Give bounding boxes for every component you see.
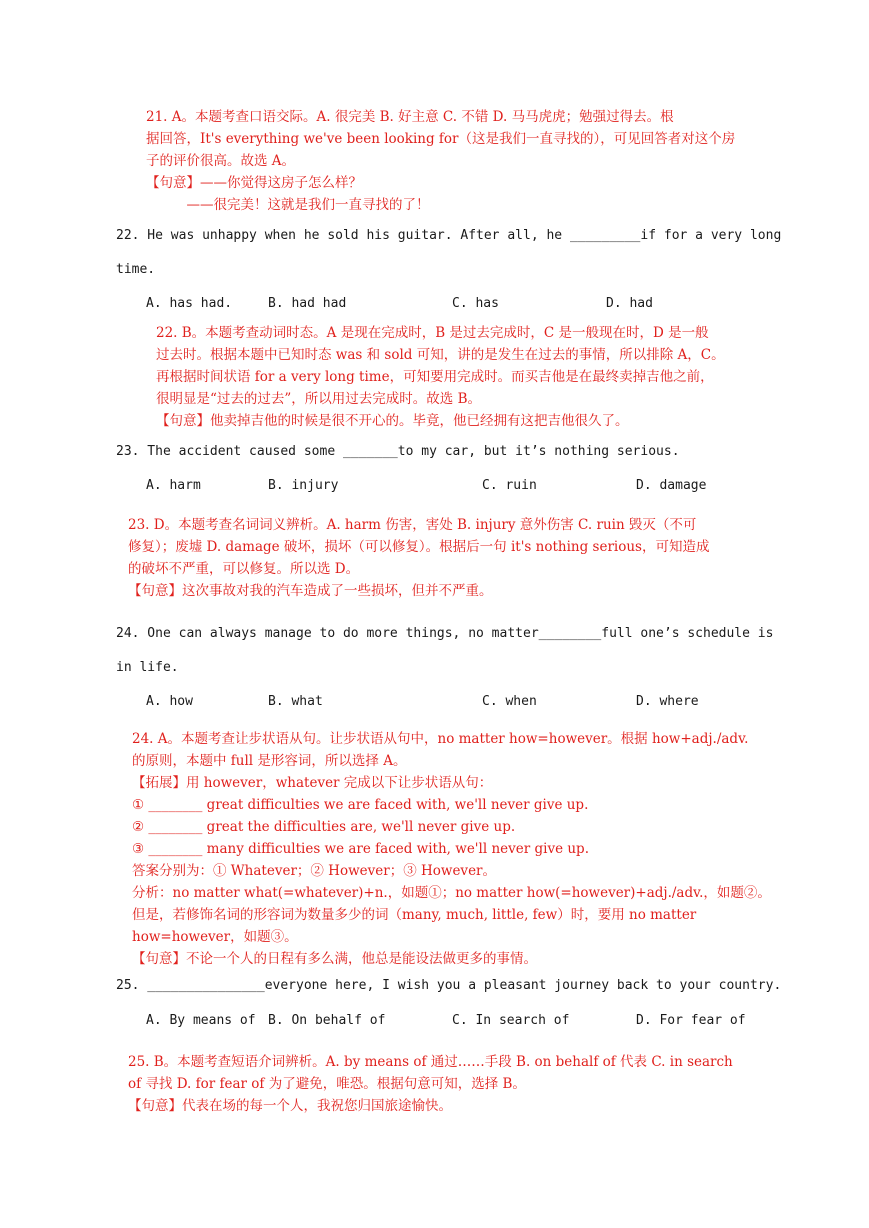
explanation-line: 【句意】这次事故对我的汽车造成了一些损坏，但并不严重。 — [128, 583, 493, 599]
explanation-line: ① ________ great difficulties we are faced with, we'll never give up. — [132, 797, 589, 813]
q23-option-a: A. harm — [146, 478, 201, 493]
explanation-line: 22. B。本题考查动词时态。A 是现在完成时，B 是过去完成时，C 是一般现在时，D 是一般 — [156, 325, 709, 341]
q24-stem-line1: 24. One can always manage to do more things, no matter________full one’s schedule is — [116, 626, 774, 641]
explanation-line: 25. B。本题考查短语介词辨析。A. by means of 通过……手段 B. on behalf of 代表 C. in search — [128, 1054, 733, 1070]
explanation-line: 【句意】不论一个人的日程有多么满，他总是能设法做更多的事情。 — [132, 951, 537, 967]
q22-stem-line2: time. — [116, 262, 156, 277]
q25-option-d: D. For fear of — [636, 1013, 746, 1028]
q23-option-d: D. damage — [636, 478, 707, 493]
q22-explanation — [156, 322, 725, 432]
q23-option-b: B. injury — [268, 478, 339, 493]
explanation-line: 的破坏不严重，可以修复。所以选 D。 — [128, 561, 360, 577]
q22-stem-line1: 22. He was unhappy when he sold his guitar. After all, he _________if for a very long — [116, 228, 782, 243]
q24-option-d: D. where — [636, 694, 699, 709]
explanation-line: 21. A。本题考查口语交际。A. 很完美 B. 好主意 C. 不错 D. 马马虎虎；勉强过得去。根 — [146, 109, 674, 125]
q25-option-a: A. By means of — [146, 1013, 256, 1028]
q25-stem-line1: 25. _______________everyone here, I wish you a pleasant journey back to your country. — [116, 978, 782, 993]
explanation-line: 分析：no matter what(=whatever)+n.，如题①；no matter how(=however)+adj./adv.，如题②。 — [132, 885, 771, 901]
q25-explanation — [128, 1051, 733, 1117]
explanation-line: 很明显是“过去的过去”，所以用过去完成时。故选 B。 — [156, 391, 482, 407]
explanation-line: 答案分别为：① Whatever；② However；③ However。 — [132, 863, 497, 879]
explanation-line: 子的评价很高。故选 A。 — [146, 153, 296, 169]
q24-explanation — [132, 728, 771, 970]
explanation-line: 修复）；废墟 D. damage 破坏，损坏（可以修复）。根据后一句 it's nothing serious，可知造成 — [128, 539, 710, 555]
q25-option-b: B. On behalf of — [268, 1013, 386, 1028]
explanation-line: ② ________ great the difficulties are, we'll never give up. — [132, 819, 516, 835]
q24-option-b: B. what — [268, 694, 323, 709]
explanation-line: 的原则，本题中 full 是形容词，所以选择 A。 — [132, 753, 407, 769]
q23-option-c: C. ruin — [482, 478, 537, 493]
explanation-line: ③ ________ many difficulties we are faced with, we'll never give up. — [132, 841, 589, 857]
explanation-line: 再根据时间状语 for a very long time，可知要用完成时。而买吉他是在最终卖掉吉他之前， — [156, 369, 714, 385]
explanation-line: 【句意】——你觉得这房子怎么样？ — [146, 175, 362, 191]
explanation-line: ——很完美！这就是我们一直寻找的了！ — [146, 197, 430, 213]
explanation-line: 【拓展】用 however，whatever 完成以下让步状语从句： — [132, 775, 493, 791]
explanation-line: how=however，如题③。 — [132, 929, 298, 945]
explanation-line: 但是，若修饰名词的形容词为数量多少的词（many, much, little, few）时，要用 no matter — [132, 907, 697, 923]
q23-stem-line1: 23. The accident caused some _______to my car, but it’s nothing serious. — [116, 444, 680, 459]
q22-option-b: B. had had — [268, 296, 347, 311]
q24-option-a: A. how — [146, 694, 193, 709]
q25-option-c: C. In search of — [452, 1013, 570, 1028]
q22-option-d: D. had — [606, 296, 653, 311]
q21-explanation — [146, 106, 735, 216]
explanation-line: 过去时。根据本题中已知时态 was 和 sold 可知，讲的是发生在过去的事情，所以排除 A，C。 — [156, 347, 725, 363]
q24-stem-line2: in life. — [116, 660, 179, 675]
explanation-line: 【句意】他卖掉吉他的时候是很不开心的。毕竟，他已经拥有这把吉他很久了。 — [156, 413, 629, 429]
q22-option-a: A. has had. — [146, 296, 233, 311]
q22-option-c: C. has — [452, 296, 499, 311]
q23-explanation — [128, 514, 709, 602]
explanation-line: 据回答，It's everything we've been looking for（这是我们一直寻找的），可见回答者对这个房 — [146, 131, 736, 147]
explanation-line: 24. A。本题考查让步状语从句。让步状语从句中，no matter how=however。根据 how+adj./adv. — [132, 731, 749, 747]
explanation-line: 【句意】代表在场的每一个人，我祝您归国旅途愉快。 — [128, 1098, 452, 1114]
q24-option-c: C. when — [482, 694, 537, 709]
explanation-line: 23. D。本题考查名词词义辨析。A. harm 伤害，害处 B. injury 意外伤害 C. ruin 毁灭（不可 — [128, 517, 697, 533]
explanation-line: of 寻找 D. for fear of 为了避免，唯恐。根据句意可知，选择 B。 — [128, 1076, 526, 1092]
